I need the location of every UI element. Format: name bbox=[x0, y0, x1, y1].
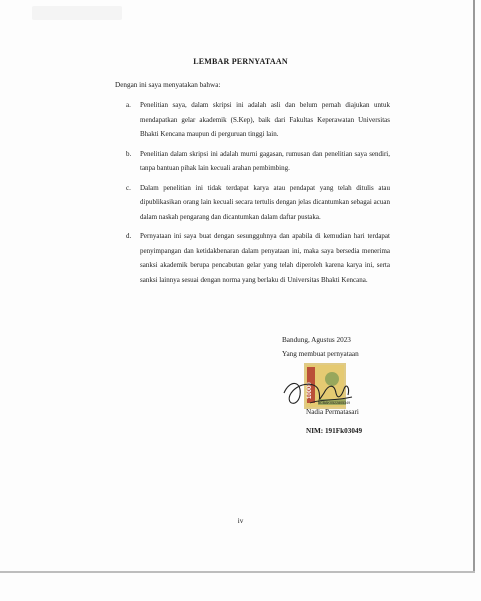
item-letter: a. bbox=[126, 101, 131, 109]
item-text: Penelitian saya, dalam skripsi ini adalah asli dan belum pernah diajukan untuk mendapatkan gelar akademik (S.Kep), baik dari Fakultas Keperawatan Universitas Bhakti Kencana maupun di perguruan tinggi lain. bbox=[140, 101, 390, 138]
list-item bbox=[126, 147, 390, 176]
faint-watermark bbox=[32, 6, 122, 20]
signature-role: Yang membuat pernyataan bbox=[282, 350, 359, 358]
signature-city-date: Bandung, Agustus 2023 bbox=[282, 336, 351, 344]
page-number: iv bbox=[237, 517, 244, 525]
list-item bbox=[126, 181, 390, 225]
stamp-emblem bbox=[325, 372, 339, 386]
stamp-code: 5CBAKX522805349 bbox=[318, 401, 351, 405]
signer-nim: NIM: 191Fk03049 bbox=[306, 427, 363, 435]
stamp-value: 10000 bbox=[307, 382, 313, 399]
page-edge-right bbox=[473, 0, 475, 572]
item-letter: b. bbox=[126, 149, 132, 158]
item-text: Dalam penelitian ini tidak terdapat karya atau pendapat yang telah ditulis atau dipublikasikan orang lain kecuali secara tertulis dengan jelas dicantumkan sebagai acuan dalam naskah pengarang dan dicantumkan dalam daftar pustaka. bbox=[140, 183, 390, 221]
page-edge-bottom bbox=[0, 571, 475, 573]
list-item bbox=[126, 98, 390, 142]
item-text: Penelitian dalam skripsi ini adalah murni gagasan, rumusan dan penelitian saya sendiri, tanpa bantuan pihak lain kecuali arahan pembimbing. bbox=[140, 149, 390, 172]
list-item bbox=[126, 229, 390, 287]
item-letter: c. bbox=[126, 183, 131, 192]
statement-list bbox=[126, 98, 390, 292]
signer-name: Nadia Permatasari bbox=[306, 408, 359, 416]
document-title: LEMBAR PERNYATAAN bbox=[193, 57, 288, 66]
item-letter: d. bbox=[126, 232, 132, 240]
item-text: Pernyataan ini saya buat dengan sesungguhnya dan apabila di kemudian hari terdapat penyimpangan dan ketidakbenaran dalam penyataan ini, maka saya bersedia menerima sanksi akademik berupa pencabutan gelar yang telah diperoleh karena karya ini, serta sanksi lainnya sesuai dengan norma yang berlaku di Universitas Bhakti Kencana. bbox=[140, 232, 390, 284]
intro-text: Dengan ini saya menyatakan bahwa: bbox=[115, 81, 221, 89]
